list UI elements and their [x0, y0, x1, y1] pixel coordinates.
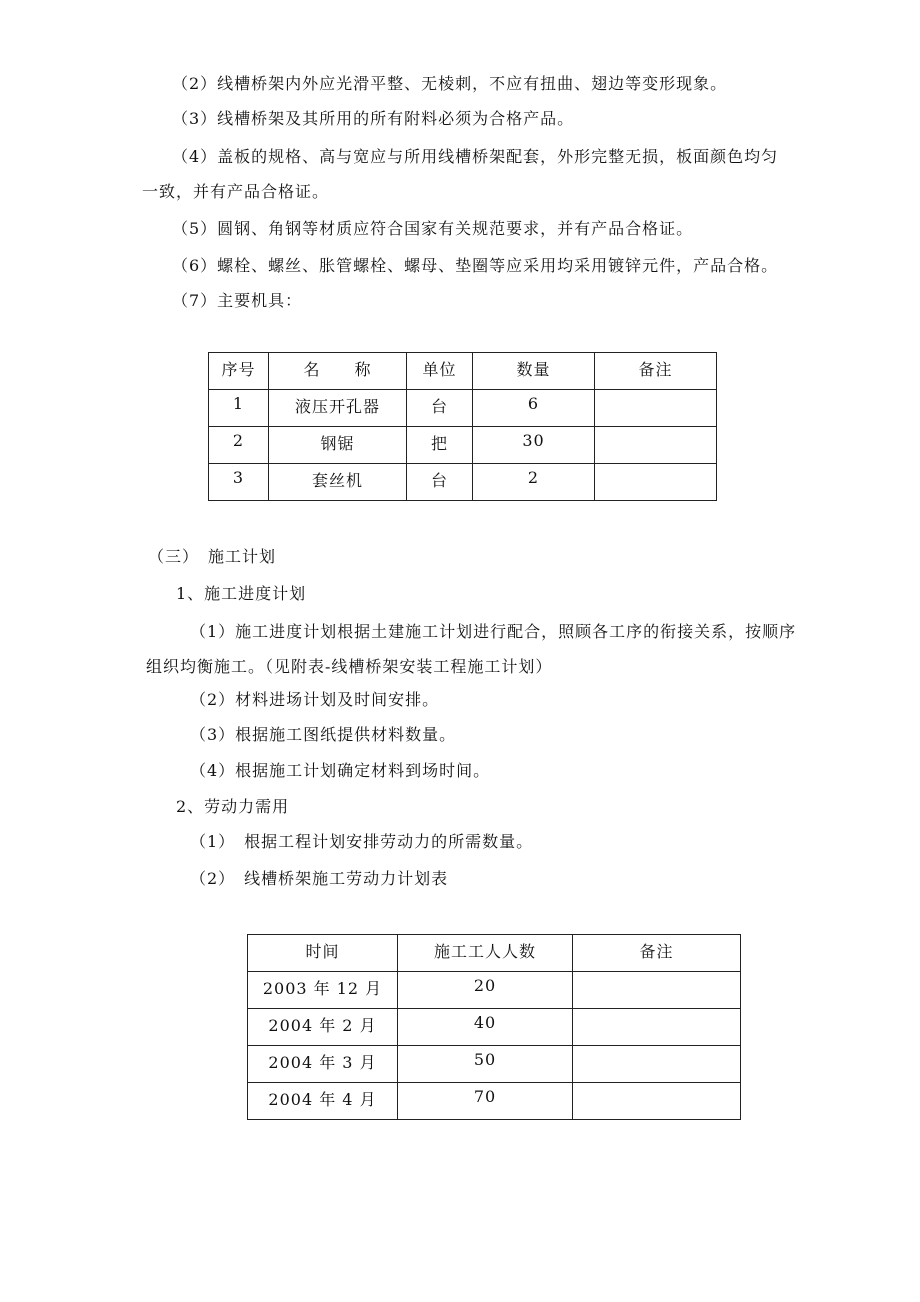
tools-header-name: 名 称: [269, 353, 407, 390]
schedule-item-4: （4）根据施工计划确定材料到场时间。: [190, 761, 491, 780]
table-row: [248, 972, 741, 1009]
material-item-4-line-1: （4）盖板的规格、高与宽应与所用线槽桥架配套，外形完整无损，板面颜色均匀: [172, 147, 779, 166]
tools-cell-unit: 台: [407, 464, 473, 501]
tools-cell-index: 3: [209, 464, 269, 501]
tools-header-remark: 备注: [595, 353, 717, 390]
labor-cell-remark: [573, 972, 741, 1009]
tools-cell-remark: [595, 464, 717, 501]
labor-header-workers: 施工工人人数: [398, 935, 573, 972]
schedule-item-1-line-2: 组织均衡施工。（见附表-线槽桥架安装工程施工计划）: [146, 657, 553, 676]
tools-cell-remark: [595, 390, 717, 427]
labor-cell-workers: 40: [398, 1009, 573, 1046]
labor-cell-time: 2003 年 12 月: [248, 972, 398, 1009]
labor-plan-table: [247, 934, 741, 1120]
tools-cell-name: 液压开孔器: [269, 390, 407, 427]
labor-cell-remark: [573, 1083, 741, 1120]
schedule-item-1-line-1: （1）施工进度计划根据土建施工计划进行配合，照顾各工序的衔接关系，按顺序: [190, 622, 797, 641]
tools-cell-quantity: 30: [473, 427, 595, 464]
material-item-3: （3）线槽桥架及其所用的所有附料必须为合格产品。: [172, 109, 575, 128]
tools-cell-remark: [595, 427, 717, 464]
schedule-item-3: （3）根据施工图纸提供材料数量。: [190, 725, 457, 744]
schedule-item-2: （2）材料进场计划及时间安排。: [190, 690, 440, 709]
table-row: [248, 1046, 741, 1083]
labor-cell-workers: 70: [398, 1083, 573, 1120]
tools-cell-index: 1: [209, 390, 269, 427]
section-title-construction-plan: （三） 施工计划: [148, 547, 277, 566]
labor-header-remark: 备注: [573, 935, 741, 972]
tools-cell-index: 2: [209, 427, 269, 464]
labor-item-2: （2） 线槽桥架施工劳动力计划表: [190, 869, 449, 888]
material-item-2: （2）线槽桥架内外应光滑平整、无棱刺，不应有扭曲、翅边等变形现象。: [172, 74, 728, 93]
tools-table-header-row: [209, 353, 717, 390]
table-row: [248, 1009, 741, 1046]
tools-header-quantity: 数量: [473, 353, 595, 390]
subsection-title-schedule: 1、施工进度计划: [176, 584, 307, 603]
tools-cell-name: 钢锯: [269, 427, 407, 464]
labor-cell-remark: [573, 1009, 741, 1046]
tools-table: [208, 352, 717, 501]
table-row: [209, 464, 717, 501]
labor-cell-time: 2004 年 4 月: [248, 1083, 398, 1120]
material-item-4-line-2: 一致，并有产品合格证。: [142, 182, 330, 201]
material-item-7: （7）主要机具：: [172, 291, 303, 310]
tools-cell-unit: 台: [407, 390, 473, 427]
labor-item-1: （1） 根据工程计划安排劳动力的所需数量。: [190, 832, 534, 851]
labor-cell-time: 2004 年 2 月: [248, 1009, 398, 1046]
subsection-title-labor: 2、劳动力需用: [176, 797, 290, 816]
material-item-6: （6）螺栓、螺丝、胀管螺栓、螺母、垫圈等应采用均采用镀锌元件，产品合格。: [172, 256, 779, 275]
labor-table-header-row: [248, 935, 741, 972]
labor-cell-workers: 20: [398, 972, 573, 1009]
table-row: [209, 427, 717, 464]
labor-cell-workers: 50: [398, 1046, 573, 1083]
material-item-5: （5）圆钢、角钢等材质应符合国家有关规范要求，并有产品合格证。: [172, 219, 694, 238]
tools-header-index: 序号: [209, 353, 269, 390]
tools-cell-name: 套丝机: [269, 464, 407, 501]
tools-cell-quantity: 6: [473, 390, 595, 427]
tools-cell-quantity: 2: [473, 464, 595, 501]
labor-cell-time: 2004 年 3 月: [248, 1046, 398, 1083]
labor-header-time: 时间: [248, 935, 398, 972]
tools-cell-unit: 把: [407, 427, 473, 464]
table-row: [248, 1083, 741, 1120]
table-row: [209, 390, 717, 427]
labor-cell-remark: [573, 1046, 741, 1083]
tools-header-unit: 单位: [407, 353, 473, 390]
